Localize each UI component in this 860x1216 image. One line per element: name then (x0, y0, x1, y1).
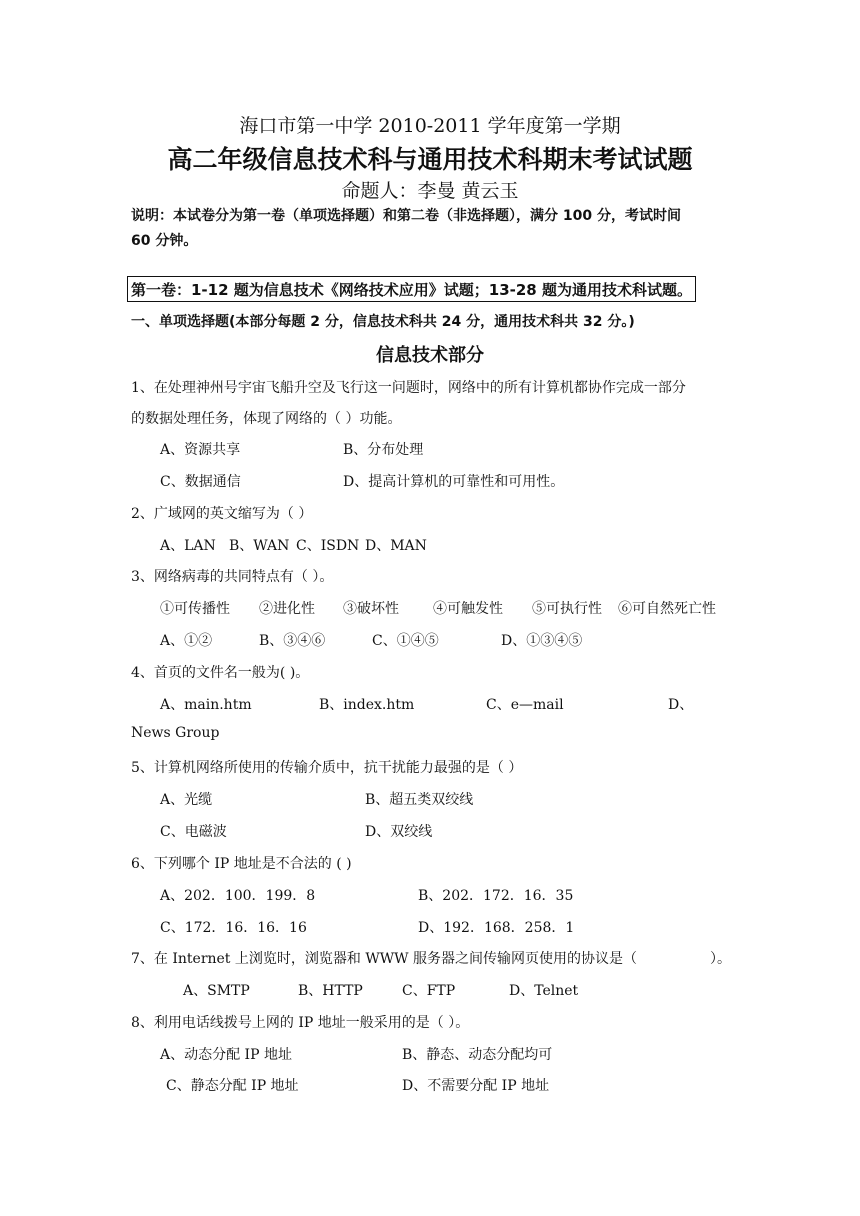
question-3-option-d: D、①③④⑤ (501, 633, 583, 649)
question-4-option-c: C、e—mail (486, 697, 564, 713)
question-4-stem: 4、首页的文件名一般为( )。 (131, 665, 310, 681)
question-8-option-a: A、动态分配 IP 地址 (160, 1047, 292, 1063)
question-3-item-3: ③破坏性 (343, 601, 399, 617)
question-8-option-d: D、不需要分配 IP 地址 (402, 1078, 550, 1094)
question-2-option-a: A、LAN (160, 538, 216, 554)
question-3-item-2: ②进化性 (259, 601, 315, 617)
question-3-item-1: ①可传播性 (160, 601, 230, 617)
question-7-option-a: A、SMTP (183, 983, 250, 999)
question-4-option-b: B、index.htm (319, 697, 415, 713)
part-one-heading: 一、单项选择题(本部分每题 2 分，信息技术科共 24 分，通用技术科共 32 分。) (131, 314, 635, 330)
exam-instructions-line1: 说明：本试卷分为第一卷（单项选择题）和第二卷（非选择题），满分 100 分，考试时间 (131, 208, 681, 224)
question-3-item-4: ④可触发性 (433, 601, 503, 617)
question-3-option-b: B、③④⑥ (259, 633, 326, 649)
volume-one-note: 第一卷：1-12 题为信息技术《网络技术应用》试题；13-28 题为通用技术科试题。 (127, 276, 696, 302)
question-3-item-5: ⑤可执行性 (532, 601, 602, 617)
question-5-option-a: A、光缆 (160, 792, 213, 808)
question-4-option-d-cont: News Group (131, 725, 220, 741)
question-4-option-d: D、 (668, 697, 694, 713)
question-1-option-d: D、提高计算机的可靠性和可用性。 (343, 474, 565, 490)
question-2-option-c: C、ISDN (296, 538, 360, 554)
question-5-option-b: B、超五类双绞线 (365, 792, 474, 808)
question-1-stem-cont: 的数据处理任务，体现了网络的（ ）功能。 (131, 411, 402, 427)
question-1-stem: 1、在处理神州号宇宙飞船升空及飞行这一问题时，网络中的所有计算机都协作完成一部分 (131, 380, 686, 396)
question-7-option-b: B、HTTP (298, 983, 363, 999)
question-8-option-b: B、静态、动态分配均可 (402, 1047, 553, 1063)
question-3-option-a: A、①② (160, 633, 213, 649)
question-8-stem: 8、利用电话线拨号上网的 IP 地址一般采用的是（ ）。 (131, 1015, 470, 1031)
exam-title: 高二年级信息技术科与通用技术科期末考试试题 (167, 145, 693, 174)
question-6-option-c: C、172．16．16．16 (160, 920, 307, 936)
question-2-option-b: B、WAN (229, 538, 290, 554)
question-3-item-6: ⑥可自然死亡性 (618, 601, 716, 617)
question-1-option-a: A、资源共享 (160, 442, 241, 458)
exam-instructions-line2: 60 分钟。 (131, 233, 198, 249)
question-1-option-c: C、数据通信 (160, 474, 241, 490)
question-3-option-c: C、①④⑤ (372, 633, 439, 649)
question-7-option-d: D、Telnet (509, 983, 579, 999)
question-6-option-d: D、192．168．258．1 (418, 920, 575, 936)
question-5-option-d: D、双绞线 (365, 824, 433, 840)
question-4-option-a: A、main.htm (160, 697, 252, 713)
question-2-option-d: D、MAN (365, 538, 427, 554)
question-7-stem-end: ）。 (710, 951, 731, 967)
question-7-stem: 7、在 Internet 上浏览时，浏览器和 WWW 服务器之间传输网页使用的协议是（ (131, 951, 637, 967)
question-5-option-c: C、电磁波 (160, 824, 227, 840)
question-6-option-a: A、202．100．199．8 (160, 888, 316, 904)
question-1-option-b: B、分布处理 (343, 442, 424, 458)
school-year-line: 海口市第一中学 2010-2011 学年度第一学期 (239, 115, 621, 137)
question-3-stem: 3、网络病毒的共同特点有（ ）。 (131, 569, 334, 585)
question-6-option-b: B、202．172．16．35 (418, 888, 574, 904)
section-title: 信息技术部分 (376, 345, 484, 366)
exam-authors: 命题人：李曼 黄云玉 (341, 180, 519, 202)
question-6-stem: 6、下列哪个 IP 地址是不合法的 ( ) (131, 856, 352, 872)
question-5-stem: 5、计算机网络所使用的传输介质中，抗干扰能力最强的是（ ） (131, 760, 523, 776)
question-7-option-c: C、FTP (402, 983, 456, 999)
question-8-option-c: C、静态分配 IP 地址 (166, 1078, 299, 1094)
question-2-stem: 2、广域网的英文缩写为（ ） (131, 506, 313, 522)
